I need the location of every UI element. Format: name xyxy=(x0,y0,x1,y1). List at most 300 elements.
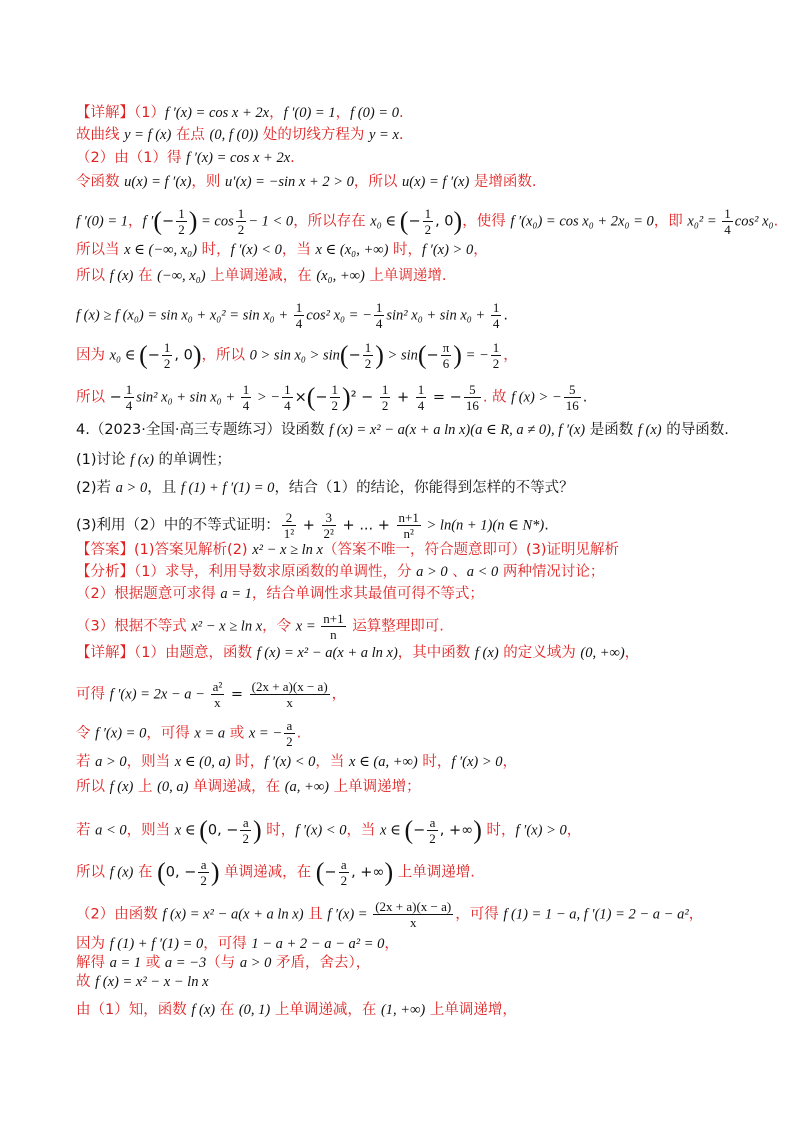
denominator: 2 xyxy=(424,222,432,237)
text-run: 或 xyxy=(225,725,249,742)
large-paren: ) xyxy=(188,206,198,236)
text-run: ， xyxy=(473,242,488,258)
text-run: ，结合（1）的结论，你能得到怎样的不等式？ xyxy=(274,480,574,496)
denominator: 2 xyxy=(381,398,389,413)
text-run: 由（1）知，函数 xyxy=(76,1002,192,1018)
numerator: 1 xyxy=(492,340,500,355)
text-line xyxy=(76,510,549,541)
text-run: 因为 xyxy=(76,347,110,364)
text-run: 时， xyxy=(197,242,231,258)
math-expr: x ∈ (a, +∞) xyxy=(349,754,418,770)
numerator: (2x + a)(x − a) xyxy=(251,679,328,694)
text-run: − xyxy=(324,864,337,881)
text-run: + xyxy=(298,517,320,534)
denominator: 4 xyxy=(125,398,133,413)
math-expr: f ′(x) > 0 xyxy=(515,822,567,839)
text-line xyxy=(76,584,484,604)
numerator: 1 xyxy=(381,382,389,397)
text-run: 所以 xyxy=(76,268,110,284)
math-expr: x ∈ (x₀, +∞) xyxy=(315,242,389,258)
numerator: n+1 xyxy=(398,510,419,525)
math-expr: f ′(x) = cos x + 2x xyxy=(186,150,291,166)
text-run: − xyxy=(109,389,122,406)
large-paren: ) xyxy=(384,857,394,887)
text-run: ，当 xyxy=(315,754,350,770)
large-paren: ( xyxy=(417,340,427,370)
text-run: (2)若 xyxy=(76,480,116,496)
text-run: − xyxy=(413,822,426,839)
text-run: ，所以 xyxy=(201,347,250,364)
fraction xyxy=(374,300,385,331)
text-run: 运算整理即可. xyxy=(347,618,444,635)
denominator: 2 xyxy=(286,734,293,749)
text-run: 上单调递增； xyxy=(329,779,421,795)
math-expr: a = −3 xyxy=(164,955,207,971)
denominator: x xyxy=(286,695,293,710)
math-expr: (a, +∞) xyxy=(284,779,329,795)
text-line xyxy=(76,899,703,930)
large-paren: ( xyxy=(306,382,316,412)
fraction xyxy=(322,510,336,541)
text-run: ，结合单调性求其最值可得不等式； xyxy=(251,586,484,602)
fraction xyxy=(464,382,481,413)
text-line xyxy=(76,172,537,192)
text-run: ，所以存在 xyxy=(293,213,371,230)
denominator: 4 xyxy=(724,222,731,237)
numerator: 1 xyxy=(364,340,372,355)
math-expr: a > 0 xyxy=(115,480,148,496)
denominator: 4 xyxy=(242,398,250,413)
numerator: 1 xyxy=(331,382,339,397)
text-run: ，使得 xyxy=(462,213,511,230)
text-run: 0, − xyxy=(165,864,197,881)
math-expr: x = a xyxy=(194,725,226,742)
math-expr: a > 0 xyxy=(239,955,272,971)
text-run: 所以 xyxy=(76,389,110,406)
denominator: 1² xyxy=(283,526,295,541)
text-run: (3)利用（2）中的不等式证明： xyxy=(76,517,280,534)
numerator: 1 xyxy=(492,300,500,315)
large-paren: ) xyxy=(210,857,220,887)
text-run: ，可得 xyxy=(203,936,252,952)
denominator: 4 xyxy=(295,316,303,331)
text-run: ， xyxy=(128,213,143,230)
text-run: 所以 xyxy=(76,779,110,795)
text-run: + ... + xyxy=(337,517,395,534)
text-line xyxy=(76,679,346,710)
text-line xyxy=(76,611,444,642)
denominator: 4 xyxy=(417,398,425,413)
math-expr: a = 1 xyxy=(220,586,252,602)
denominator: n xyxy=(330,627,337,642)
text-line xyxy=(76,643,639,663)
math-expr: (0, +∞) xyxy=(580,645,625,661)
denominator: 2² xyxy=(323,526,334,541)
math-expr: f (1) + f ′(1) = 0 xyxy=(180,480,275,496)
math-expr: (0, a) xyxy=(157,779,189,795)
text-run: − xyxy=(348,347,361,364)
math-expr: f (x) = x² − a(x + a ln x) xyxy=(256,645,398,661)
text-run: 上单调递增， xyxy=(425,1002,517,1018)
text-run: . xyxy=(290,150,295,166)
text-run: . xyxy=(582,389,588,406)
text-run: （3）根据不等式 xyxy=(76,618,192,635)
math-expr: x₀² = xyxy=(687,213,721,230)
fraction xyxy=(241,382,252,413)
math-expr: > sin xyxy=(383,347,418,364)
math-expr: (1, +∞) xyxy=(380,1002,426,1018)
math-expr: 1 − a + 2 − a − a² = 0 xyxy=(251,936,385,952)
numerator: 5 xyxy=(564,382,581,398)
numerator: 3 xyxy=(322,510,336,526)
text-run: 故 xyxy=(76,974,96,990)
denominator: 2 xyxy=(340,873,348,888)
fraction xyxy=(397,510,421,541)
fraction xyxy=(423,206,434,237)
text-run: ， xyxy=(502,754,518,770)
text-run: ，则当 xyxy=(126,754,175,770)
text-run: （2）由函数 xyxy=(76,906,163,923)
text-line xyxy=(76,972,209,992)
math-expr: cos² x₀ = − xyxy=(306,307,372,324)
text-run: , +∞ xyxy=(439,822,474,839)
large-paren: ) xyxy=(375,340,384,370)
math-expr: (−∞, x₀) xyxy=(157,268,206,284)
text-run: ，当 xyxy=(346,822,381,839)
fraction xyxy=(416,382,427,413)
large-paren: ( xyxy=(315,857,325,887)
large-paren: ( xyxy=(139,340,148,370)
math-expr: x² − x ≥ ln x xyxy=(252,542,323,558)
math-expr: f (x) ≥ f (x₀) = sin x₀ + x₀² = sin x₀ + xyxy=(76,307,292,324)
math-expr: f (x) xyxy=(109,779,134,795)
text-run: 在 xyxy=(133,864,158,881)
math-expr: f (x) = x² − a(x + a ln x) xyxy=(162,906,304,923)
text-line xyxy=(76,340,518,371)
text-run: 处的切线方程为 xyxy=(258,127,369,143)
denominator: 2 xyxy=(242,831,249,846)
text-line xyxy=(76,857,475,888)
fraction xyxy=(282,510,296,541)
math-expr: f (x) xyxy=(637,422,662,438)
text-run: ，当 xyxy=(281,242,316,258)
text-line xyxy=(76,266,447,286)
text-run: 令函数 xyxy=(76,174,125,190)
math-expr: f ′(x) = 0 xyxy=(95,725,147,742)
text-run: 因为 xyxy=(76,936,110,952)
math-expr: y = f (x) xyxy=(124,127,172,143)
text-run: 时， xyxy=(261,822,296,839)
numerator: π xyxy=(442,340,450,355)
text-run: 令 xyxy=(76,725,96,742)
fraction xyxy=(339,857,350,888)
math-expr: u(x) = f ′(x) xyxy=(124,174,192,190)
text-run: ² − xyxy=(350,389,378,406)
math-expr: y = x xyxy=(368,127,399,143)
numerator: 2 xyxy=(282,510,296,526)
denominator: 4 xyxy=(375,316,383,331)
text-line xyxy=(76,562,604,582)
numerator: 1 xyxy=(724,206,731,221)
math-expr: f ′(x) = xyxy=(327,906,372,923)
numerator: a xyxy=(339,857,350,873)
text-line xyxy=(76,934,399,954)
text-run: ， xyxy=(269,105,284,121)
text-run: ，其中函数 xyxy=(397,645,475,661)
text-run: 在 xyxy=(215,1002,239,1018)
fraction xyxy=(330,382,341,413)
math-expr: f (1) + f ′(1) = 0 xyxy=(109,936,204,952)
math-expr: f (x) = x² − x − ln x xyxy=(95,974,209,990)
math-expr: f ′(0) = 1 xyxy=(283,105,336,121)
numerator: 1 xyxy=(125,382,133,397)
text-run: 或 xyxy=(141,955,165,971)
denominator: 2 xyxy=(492,356,500,371)
text-run: (1)讨论 xyxy=(76,452,131,468)
denominator: 4 xyxy=(284,398,291,413)
text-line xyxy=(76,148,295,168)
math-expr: f ′(x) < 0 xyxy=(264,754,316,770)
numerator: 1 xyxy=(242,382,250,397)
numerator: a xyxy=(284,718,295,734)
text-run: ， xyxy=(503,347,518,364)
math-expr: f ′(x) = cos x + 2x xyxy=(164,105,270,121)
text-line xyxy=(76,1000,517,1020)
math-expr: f (x) = x² − a(x + a ln x)(a ∈ R, a ≠ 0), f ′(x) xyxy=(329,422,586,438)
text-run: ， xyxy=(384,936,399,952)
text-run: − xyxy=(426,347,439,364)
text-line xyxy=(76,953,370,973)
fraction xyxy=(321,611,345,642)
text-run: + xyxy=(392,389,414,406)
text-run: 单调递减，在 xyxy=(219,864,316,881)
text-run: ，令 xyxy=(262,618,296,635)
text-run: 在 xyxy=(133,268,158,284)
text-run: 时， xyxy=(481,822,516,839)
text-run: ，则 xyxy=(191,174,226,190)
large-paren: ) xyxy=(453,206,463,236)
text-run: 若 xyxy=(76,822,96,839)
fraction xyxy=(240,815,251,846)
large-paren: ( xyxy=(399,206,409,236)
numerator: 1 xyxy=(295,300,303,315)
large-paren: ) xyxy=(252,815,262,845)
fraction xyxy=(124,382,135,413)
math-expr: > − xyxy=(253,389,281,406)
text-line xyxy=(76,478,574,498)
math-expr: f (0) = 0 xyxy=(350,105,399,121)
text-run: 解得 xyxy=(76,955,110,971)
numerator: 1 xyxy=(237,206,245,221)
math-expr: a = 1 xyxy=(109,955,142,971)
math-expr: − 1 < 0 xyxy=(248,213,294,230)
text-run: 0, − xyxy=(207,822,239,839)
text-run: = xyxy=(226,686,248,703)
math-expr: x ∈ xyxy=(174,822,200,839)
text-line xyxy=(76,125,404,145)
text-run: − xyxy=(408,213,421,230)
text-run: 可得 xyxy=(76,686,110,703)
math-expr: f ′(x) = 2x − a − xyxy=(109,686,209,703)
math-expr: f ′(x) < 0 xyxy=(230,242,282,258)
text-run: 是增函数. xyxy=(469,174,537,190)
text-run: . xyxy=(773,213,779,230)
math-expr: sin² x₀ + sin x₀ + xyxy=(386,307,489,324)
denominator: 16 xyxy=(565,398,579,413)
denominator: 16 xyxy=(465,398,479,413)
math-expr: f (x) xyxy=(130,452,154,468)
fraction xyxy=(294,300,305,331)
fraction xyxy=(380,382,391,413)
numerator: a xyxy=(240,815,251,831)
numerator: 5 xyxy=(464,382,481,398)
math-expr: f ′(0) = 1 xyxy=(76,213,129,230)
text-run: 故曲线 xyxy=(76,127,125,143)
text-line xyxy=(76,382,587,413)
text-line xyxy=(76,752,517,772)
text-line xyxy=(76,420,729,440)
denominator: x xyxy=(214,695,221,710)
text-run: 的单调性； xyxy=(153,452,232,468)
numerator: 1 xyxy=(375,300,383,315)
text-run: . xyxy=(398,127,404,143)
math-expr: x₀ ∈ xyxy=(370,213,400,230)
large-paren: ( xyxy=(157,857,166,887)
math-expr: (x₀, +∞) xyxy=(316,268,365,284)
math-expr: 0 > sin x₀ > sin xyxy=(249,347,340,364)
math-expr: (0, f (0)) xyxy=(209,127,259,143)
fraction xyxy=(722,206,733,237)
numerator: 1 xyxy=(163,340,171,355)
math-expr: f (x) xyxy=(474,645,499,661)
fraction xyxy=(236,206,247,237)
text-run: （答案不唯一，符合题意即可）(3)证明见解析 xyxy=(323,542,620,558)
math-expr: f (x) xyxy=(109,268,134,284)
fraction xyxy=(564,382,581,413)
fraction xyxy=(162,340,173,371)
text-run: ，即 xyxy=(653,213,688,230)
text-line xyxy=(76,815,581,846)
text-run: （2）由（1）得 xyxy=(76,150,187,166)
text-run: 【详解】（1）由题意，函数 xyxy=(76,645,257,661)
fraction xyxy=(427,815,438,846)
text-run: 的导函数. xyxy=(661,422,729,438)
math-expr: a > 0 xyxy=(95,754,127,770)
text-run: − xyxy=(315,389,328,406)
text-run: 上单调递减，在 xyxy=(205,268,317,284)
text-run: 4.（2023·全国·高三专题练习）设函数 xyxy=(76,422,330,438)
text-run: 【详解】（1） xyxy=(76,105,165,121)
text-run: 且 xyxy=(303,906,328,923)
numerator: 1 xyxy=(424,206,432,221)
numerator: a xyxy=(198,857,209,873)
large-paren: ( xyxy=(199,815,208,845)
text-run: , 0 xyxy=(174,347,193,364)
large-paren: ) xyxy=(342,382,351,412)
math-expr: x = xyxy=(295,618,320,635)
large-paren: ) xyxy=(453,340,462,370)
text-run: 在点 xyxy=(171,127,210,143)
fraction xyxy=(363,340,374,371)
math-expr: f (x) > − xyxy=(511,389,562,406)
math-expr: x ∈ (0, a) xyxy=(174,754,231,770)
math-expr: f ′(x) > 0 xyxy=(451,754,503,770)
math-expr: x² − x ≥ ln x xyxy=(191,618,263,635)
fraction xyxy=(176,206,187,237)
numerator: n+1 xyxy=(323,611,344,626)
text-run: 【答案】(1)答案见解析(2) xyxy=(76,542,253,558)
fraction xyxy=(441,340,452,371)
numerator: 1 xyxy=(284,382,291,397)
text-line xyxy=(76,718,301,749)
text-run: ，且 xyxy=(147,480,181,496)
fraction xyxy=(373,899,453,930)
text-run: 上单调递减，在 xyxy=(270,1002,381,1018)
text-run: − xyxy=(147,347,160,364)
text-run: 上 xyxy=(133,779,158,795)
math-expr: x ∈ (−∞, x₀) xyxy=(124,242,198,258)
math-expr: x₀ ∈ xyxy=(109,347,140,364)
text-run: , 0 xyxy=(435,213,454,230)
math-expr: f (x) xyxy=(191,1002,216,1018)
text-run: ， xyxy=(688,906,704,923)
text-run: 时， xyxy=(417,754,452,770)
math-expr: a < 0 xyxy=(95,822,127,839)
fraction xyxy=(250,679,330,710)
text-run: . 故 xyxy=(482,389,512,406)
text-run: 若 xyxy=(76,754,96,770)
large-paren: ( xyxy=(339,340,349,370)
denominator: 2 xyxy=(200,873,207,888)
fraction xyxy=(284,718,295,749)
math-expr: > ln(n + 1)(n ∈ N*) xyxy=(422,517,545,534)
text-run: 的定义域为 xyxy=(498,645,581,661)
large-paren: ( xyxy=(404,815,414,845)
text-line xyxy=(76,450,231,470)
math-expr: u(x) = f ′(x) xyxy=(402,174,470,190)
math-expr: f ′(x) < 0 xyxy=(295,822,347,839)
numerator: a² xyxy=(212,679,223,694)
math-expr: f ′(x) > 0 xyxy=(422,242,474,258)
text-run: ， xyxy=(331,686,347,703)
fraction xyxy=(491,340,502,371)
text-run: 时， xyxy=(230,754,265,770)
text-run: . xyxy=(296,725,302,742)
denominator: 2 xyxy=(364,356,372,371)
text-run: ，所以 xyxy=(353,174,403,190)
text-run: . xyxy=(503,307,508,324)
text-run: . xyxy=(544,517,549,534)
text-run: ，则当 xyxy=(126,822,175,839)
denominator: 2 xyxy=(429,831,436,846)
text-run: ， xyxy=(566,822,582,839)
math-expr: sin² x₀ + sin x₀ + xyxy=(136,389,239,406)
math-expr: cos² x₀ xyxy=(734,213,774,230)
text-run: 所以当 xyxy=(76,242,125,258)
math-expr: f (x) xyxy=(109,864,134,881)
text-run: ， xyxy=(624,645,640,661)
fraction xyxy=(198,857,209,888)
text-run: ，可得 xyxy=(146,725,195,742)
text-line xyxy=(76,206,778,237)
math-expr: f (1) = 1 − a, f ′(1) = 2 − a − a² xyxy=(503,906,689,923)
numerator: (2x + a)(x − a) xyxy=(375,899,452,914)
denominator: 2 xyxy=(237,222,245,237)
math-expr: = cos xyxy=(197,213,234,230)
text-run: ， xyxy=(335,105,351,121)
text-line xyxy=(76,300,508,331)
math-expr: x ∈ xyxy=(380,822,405,839)
